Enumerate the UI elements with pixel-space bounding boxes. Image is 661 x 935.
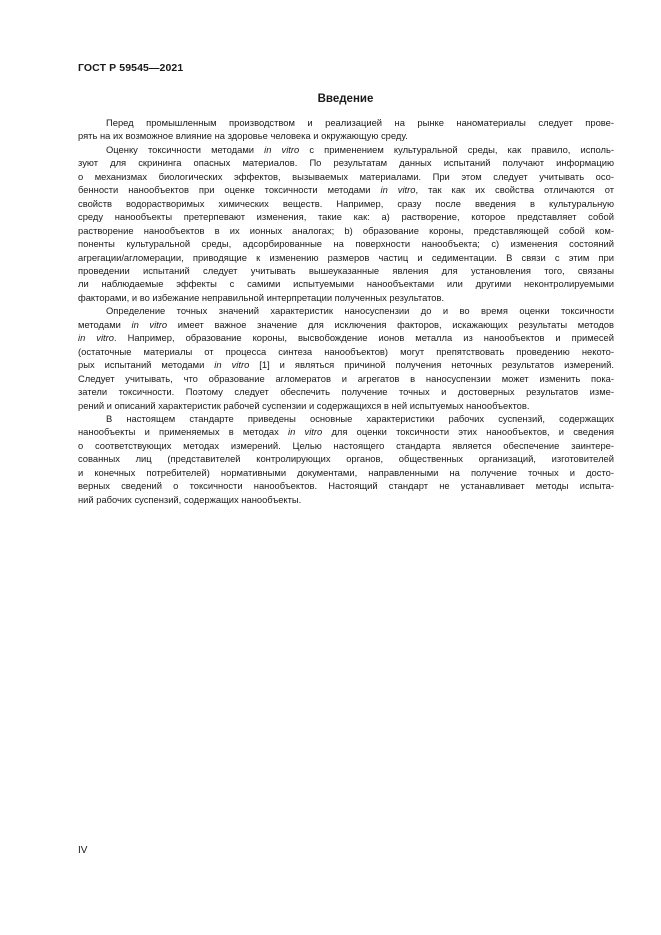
- text-run: и конечных потребителей) нормативными документами, направленными на получение точных и досто-: [78, 466, 614, 478]
- text-line: [78, 237, 614, 250]
- text-line: [78, 224, 614, 237]
- text-run: поненты культуральной среды, адсорбированные на поверхности нанообъекта; c) изменения состояний: [78, 238, 614, 250]
- text-run: рых испытаний методами: [78, 359, 215, 371]
- text-line: [78, 251, 614, 264]
- text-line: [78, 183, 614, 196]
- text-line: [78, 479, 614, 492]
- text-line: [78, 452, 614, 465]
- text-run: методами: [78, 318, 132, 330]
- text-run: Перед промышленным производством и реализацией на рынке наноматериалы следует прове-: [106, 117, 614, 128]
- text-line: [78, 399, 614, 412]
- text-line: [78, 345, 614, 358]
- text-run: для оценки токсичности этих нанообъектов, и сведения: [322, 426, 614, 438]
- text-run: ли наблюдаемые эффекты с самими испытуемыми нанообъектами или другими неконтролируемыми: [78, 278, 614, 290]
- text-run: [1] и являться причиной получения неточных результатов измерений.: [249, 359, 614, 371]
- text-line: [78, 129, 614, 142]
- italic-term: in vitro: [131, 318, 168, 330]
- text-line: [78, 412, 614, 425]
- text-run: имеет важное значение для исключения факторов, искажающих результаты методов: [167, 318, 614, 330]
- italic-term: in vitro: [214, 359, 250, 371]
- text-line: [78, 466, 614, 479]
- italic-term: in vitro: [78, 332, 114, 344]
- text-line: [78, 291, 614, 304]
- text-line: [78, 331, 614, 344]
- text-run: растворение нанообъектов в их ионных аналогах; b) образование короны, представляющей собой ком-: [78, 224, 614, 236]
- text-run: верных сведений о токсичности нанообъектов. Настоящий стандарт не устанавливает методы испыта-: [78, 480, 614, 492]
- paragraph: [78, 143, 614, 304]
- text-run: (остаточные материалы от процесса синтеза нанообъектов) могут препятствовать проведению некото-: [78, 345, 614, 357]
- document-standard-id: ГОСТ Р 59545—2021: [78, 62, 184, 74]
- text-run: нанообъекты и применяемых в методах: [78, 426, 289, 438]
- text-line: [78, 156, 614, 169]
- text-run: Определение точных значений характеристик наносуспензии до и во время оценки токсичности: [106, 305, 614, 317]
- text-run: факторами, и во избежание неправильной интерпретации полученных результатов.: [78, 291, 445, 303]
- text-line: [78, 170, 614, 183]
- italic-term: in vitro: [264, 143, 300, 155]
- text-run: рений и описаний характеристик рабочей суспензии и содержащихся в ней испытуемых нанообъектов.: [78, 399, 530, 411]
- italic-term: in vitro: [288, 426, 323, 438]
- text-line: [78, 210, 614, 223]
- text-run: Следует учитывать, что образование агломератов и агрегатов в наносуспензии может изменить пока-: [78, 372, 614, 384]
- text-line: [78, 197, 614, 210]
- text-run: Оценку токсичности методами: [106, 143, 265, 155]
- text-run: В настоящем стандарте приведены основные характеристики рабочих суспензий, содержащих: [106, 412, 614, 424]
- text-run: о соответствующих методах измерений. Целью настоящего стандарта является обеспечение заинтере-: [78, 439, 614, 451]
- text-run: бенности нанообъектов при оценке токсичности методами: [78, 184, 381, 196]
- text-run: , так как их свойства отличаются от: [415, 184, 614, 196]
- paragraph: [78, 412, 614, 506]
- introduction-body: [78, 116, 614, 506]
- text-line: [78, 143, 614, 156]
- text-line: [78, 425, 614, 438]
- text-run: зуют для скрининга опасных материалов. По результатам данных испытаний получают информацию: [78, 157, 614, 169]
- text-run: ний рабочих суспензий, содержащих нанообъекты.: [78, 493, 302, 505]
- text-run: о механизмах биологических эффектов, вызываемых материалами. При этом следует учитывать осо-: [78, 170, 614, 182]
- text-line: [78, 372, 614, 385]
- text-line: [78, 358, 614, 371]
- text-run: сованных лиц (представителей контролирующих органов, общественных организаций, изготовителей: [78, 453, 614, 465]
- paragraph: [78, 304, 614, 412]
- text-run: . Например, образование короны, высвобождение ионов металла из нанообъектов и примесей: [114, 332, 614, 344]
- text-line: [78, 385, 614, 398]
- text-line: [78, 439, 614, 452]
- text-run: с применением культуральной среды, как правило, исполь-: [299, 143, 614, 155]
- text-run: агрегации/агломерации, приводящие к изменению размеров частиц и седиментации. В связи с этим при: [78, 251, 614, 263]
- text-run: рять на их возможное влияние на здоровье человека и окружающую среду.: [78, 130, 408, 142]
- text-run: затели токсичности. Поэтому следует обеспечить получение точных и достоверных результатов изме-: [78, 386, 614, 398]
- section-title: Введение: [317, 93, 374, 105]
- text-line: [78, 116, 614, 129]
- text-line: [78, 318, 614, 331]
- text-run: свойств водорастворимых химических веществ. Например, сразу после введения в культуральную: [78, 197, 614, 209]
- text-line: [78, 304, 614, 317]
- text-run: среду нанообъекты претерпевают изменения, такие как: a) растворение, которое представляет собой: [78, 211, 614, 223]
- paragraph: [78, 116, 614, 143]
- italic-term: in vitro: [380, 184, 416, 196]
- page-number: IV: [78, 845, 88, 856]
- text-line: [78, 277, 614, 290]
- text-line: [78, 264, 614, 277]
- text-run: проведении испытаний следует учитывать вышеуказанные явления для установления того, связаны: [78, 264, 614, 276]
- text-line: [78, 493, 614, 506]
